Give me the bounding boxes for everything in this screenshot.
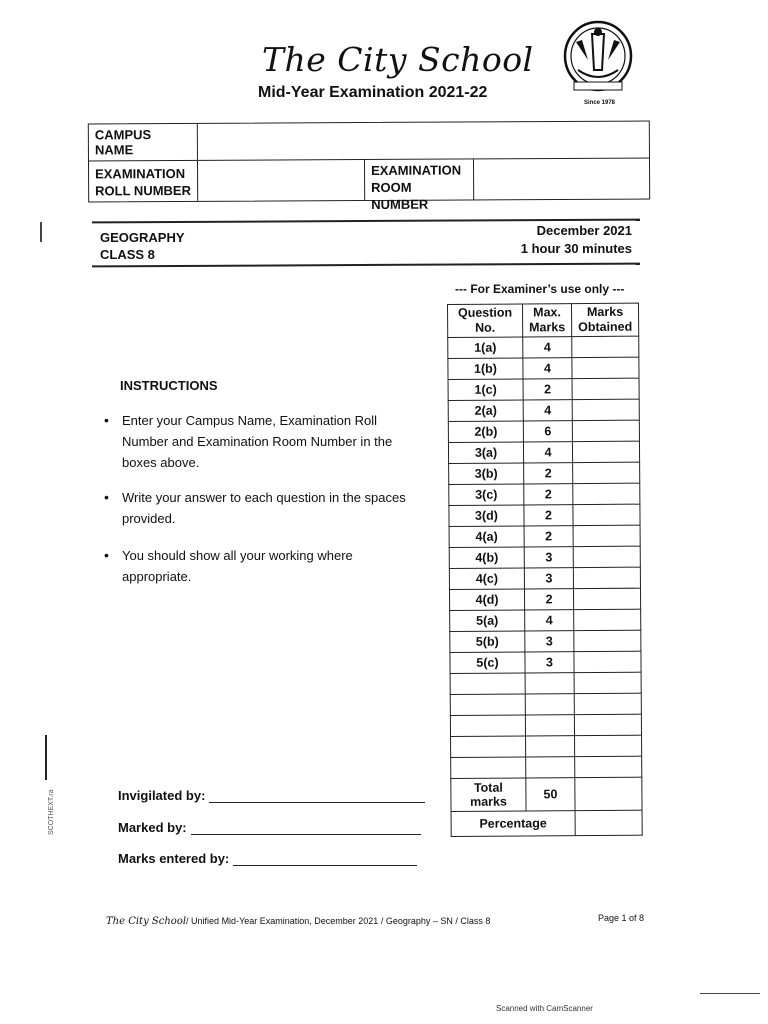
marks-row xyxy=(449,483,640,505)
instruction-item: • Write your answer to each question in the spaces provided. xyxy=(104,489,406,526)
marks-row xyxy=(449,567,640,589)
max-marks: 4 xyxy=(525,610,574,631)
marked-by-line[interactable] xyxy=(191,822,421,835)
percentage-cell[interactable] xyxy=(575,810,642,835)
blank-row xyxy=(450,693,641,715)
exam-duration: 1 hour 30 minutes xyxy=(520,241,632,256)
bottom-divider xyxy=(92,263,640,267)
max-marks: 4 xyxy=(523,358,572,379)
blank-row xyxy=(451,735,642,757)
question-number: 3(d) xyxy=(449,505,524,527)
instruction-item: • You should show all your working where appropriate. xyxy=(104,547,353,584)
max-marks: 4 xyxy=(523,337,572,358)
footer-details: / Unified Mid-Year Examination, December 2021 / Geography – SN / Class 8 xyxy=(186,916,491,926)
blank-cell[interactable] xyxy=(574,693,641,714)
blank-cell[interactable] xyxy=(574,672,641,693)
invigilated-by-row xyxy=(118,788,425,803)
max-marks: 2 xyxy=(524,484,573,505)
marks-row xyxy=(449,546,640,568)
blank-row xyxy=(450,672,641,694)
marks-obtained-cell[interactable] xyxy=(572,441,639,462)
blank-cell xyxy=(450,715,525,737)
marks-entered-by-row xyxy=(118,851,417,866)
question-number: 1(b) xyxy=(448,358,523,380)
total-obtained-cell[interactable] xyxy=(575,777,642,810)
footer-text xyxy=(106,916,490,927)
page-number: Page 1 of 8 xyxy=(598,913,645,923)
subject-name: GEOGRAPHY xyxy=(100,230,185,245)
exam-title: Mid-Year Examination 2021-22 xyxy=(258,84,488,101)
roll-number-label: EXAMINATION ROLL NUMBER xyxy=(89,161,198,202)
marks-obtained-cell[interactable] xyxy=(574,609,641,630)
campus-name-label: CAMPUS NAME xyxy=(89,124,198,161)
marks-row xyxy=(449,504,640,526)
blank-cell xyxy=(451,736,526,758)
total-max-marks: 50 xyxy=(526,778,575,811)
candidate-info-box xyxy=(88,121,650,212)
marks-row xyxy=(449,525,640,547)
instructions-heading: INSTRUCTIONS xyxy=(120,378,218,393)
blank-cell[interactable] xyxy=(574,714,641,735)
marks-obtained-cell[interactable] xyxy=(573,483,640,504)
scanner-watermark: Scanned with CamScanner xyxy=(496,1004,593,1013)
marks-obtained-cell[interactable] xyxy=(574,630,641,651)
side-print-code: SCOTHEXT.ra xyxy=(48,789,55,835)
blank-cell xyxy=(525,694,574,715)
question-number: 5(a) xyxy=(450,610,525,632)
max-marks: 4 xyxy=(523,400,572,421)
marked-by-label: Marked by: xyxy=(118,820,187,835)
question-number: 5(c) xyxy=(450,652,525,674)
roll-number-field[interactable] xyxy=(198,160,365,201)
max-marks: 3 xyxy=(525,631,574,652)
marks-obtained-cell[interactable] xyxy=(573,567,640,588)
question-number: 4(b) xyxy=(449,547,524,569)
marks-obtained-cell[interactable] xyxy=(572,357,639,378)
header-marks-obtained: Marks Obtained xyxy=(572,303,639,336)
blank-cell xyxy=(450,694,525,716)
marks-obtained-cell[interactable] xyxy=(573,525,640,546)
marks-obtained-cell[interactable] xyxy=(572,336,639,357)
max-marks: 3 xyxy=(524,547,573,568)
blank-cell xyxy=(525,715,574,736)
marks-row xyxy=(448,336,639,358)
room-number-field[interactable] xyxy=(474,159,649,200)
marks-row xyxy=(448,399,639,421)
question-number: 4(d) xyxy=(449,589,524,611)
max-marks: 3 xyxy=(524,568,573,589)
question-number: 3(b) xyxy=(449,463,524,485)
marks-obtained-cell[interactable] xyxy=(572,420,639,441)
blank-cell xyxy=(450,673,525,695)
max-marks: 6 xyxy=(523,421,572,442)
blank-row xyxy=(451,756,642,778)
marks-obtained-cell[interactable] xyxy=(573,588,640,609)
scan-mark xyxy=(45,735,47,780)
marked-by-row xyxy=(118,820,421,835)
school-crest-logo xyxy=(562,20,634,100)
marks-obtained-cell[interactable] xyxy=(572,378,639,399)
footer-brand: The City School xyxy=(106,916,187,927)
school-name: The City School xyxy=(262,40,534,79)
invigilated-by-label: Invigilated by: xyxy=(118,788,206,803)
blank-cell[interactable] xyxy=(575,735,642,756)
question-number: 2(a) xyxy=(448,400,523,422)
scan-mark xyxy=(700,993,760,994)
marks-obtained-cell[interactable] xyxy=(574,651,641,672)
question-number: 3(a) xyxy=(448,442,523,464)
blank-cell xyxy=(526,757,575,778)
marks-obtained-cell[interactable] xyxy=(573,546,640,567)
marks-obtained-cell[interactable] xyxy=(573,504,640,525)
question-number: 3(c) xyxy=(449,484,524,506)
question-number: 1(c) xyxy=(448,379,523,401)
marks-row xyxy=(449,462,640,484)
marks-row xyxy=(448,441,639,463)
marks-entered-by-line[interactable] xyxy=(233,853,417,866)
class-name: CLASS 8 xyxy=(100,247,155,262)
percentage-row xyxy=(451,810,642,836)
instruction-item: • Enter your Campus Name, Examination Roll Number and Examination Room Number in the boxes above. xyxy=(104,412,393,470)
examiner-use-heading: --- For Examiner’s use only --- xyxy=(455,282,625,296)
marks-obtained-cell[interactable] xyxy=(573,462,640,483)
marks-row xyxy=(450,651,641,673)
max-marks: 2 xyxy=(524,589,573,610)
question-number: 2(b) xyxy=(448,421,523,443)
marks-table xyxy=(447,303,643,837)
marks-row xyxy=(448,378,639,400)
total-row xyxy=(451,777,642,811)
max-marks: 3 xyxy=(525,652,574,673)
exam-date: December 2021 xyxy=(536,223,632,238)
date-block xyxy=(521,222,632,258)
max-marks: 4 xyxy=(523,442,572,463)
scan-mark xyxy=(40,222,42,242)
header-max-marks: Max. Marks xyxy=(523,304,572,337)
blank-cell[interactable] xyxy=(575,756,642,777)
question-number: 5(b) xyxy=(450,631,525,653)
room-number-label: EXAMINATION ROOM NUMBER xyxy=(365,159,474,200)
marks-entered-by-label: Marks entered by: xyxy=(118,851,230,866)
marks-row xyxy=(450,630,641,652)
blank-cell xyxy=(525,673,574,694)
max-marks: 2 xyxy=(523,379,572,400)
percentage-label: Percentage xyxy=(451,811,575,837)
question-number: 4(c) xyxy=(449,568,524,590)
marks-obtained-cell[interactable] xyxy=(572,399,639,420)
blank-cell xyxy=(451,757,526,779)
marks-row xyxy=(450,609,641,631)
question-number: 1(a) xyxy=(448,337,523,359)
max-marks: 2 xyxy=(524,463,573,484)
marks-row xyxy=(448,420,639,442)
max-marks: 2 xyxy=(524,526,573,547)
question-number: 4(a) xyxy=(449,526,524,548)
marks-row xyxy=(448,357,639,379)
total-label: Total marks xyxy=(451,778,526,812)
blank-row xyxy=(450,714,641,736)
subject-block xyxy=(100,229,185,263)
invigilated-by-line[interactable] xyxy=(209,790,425,803)
marks-row xyxy=(449,588,640,610)
logo-since-label: Since 1978 xyxy=(584,100,616,106)
max-marks: 2 xyxy=(524,505,573,526)
campus-name-field[interactable] xyxy=(198,122,649,160)
blank-cell xyxy=(526,736,575,757)
header-question: Question No. xyxy=(448,304,523,338)
